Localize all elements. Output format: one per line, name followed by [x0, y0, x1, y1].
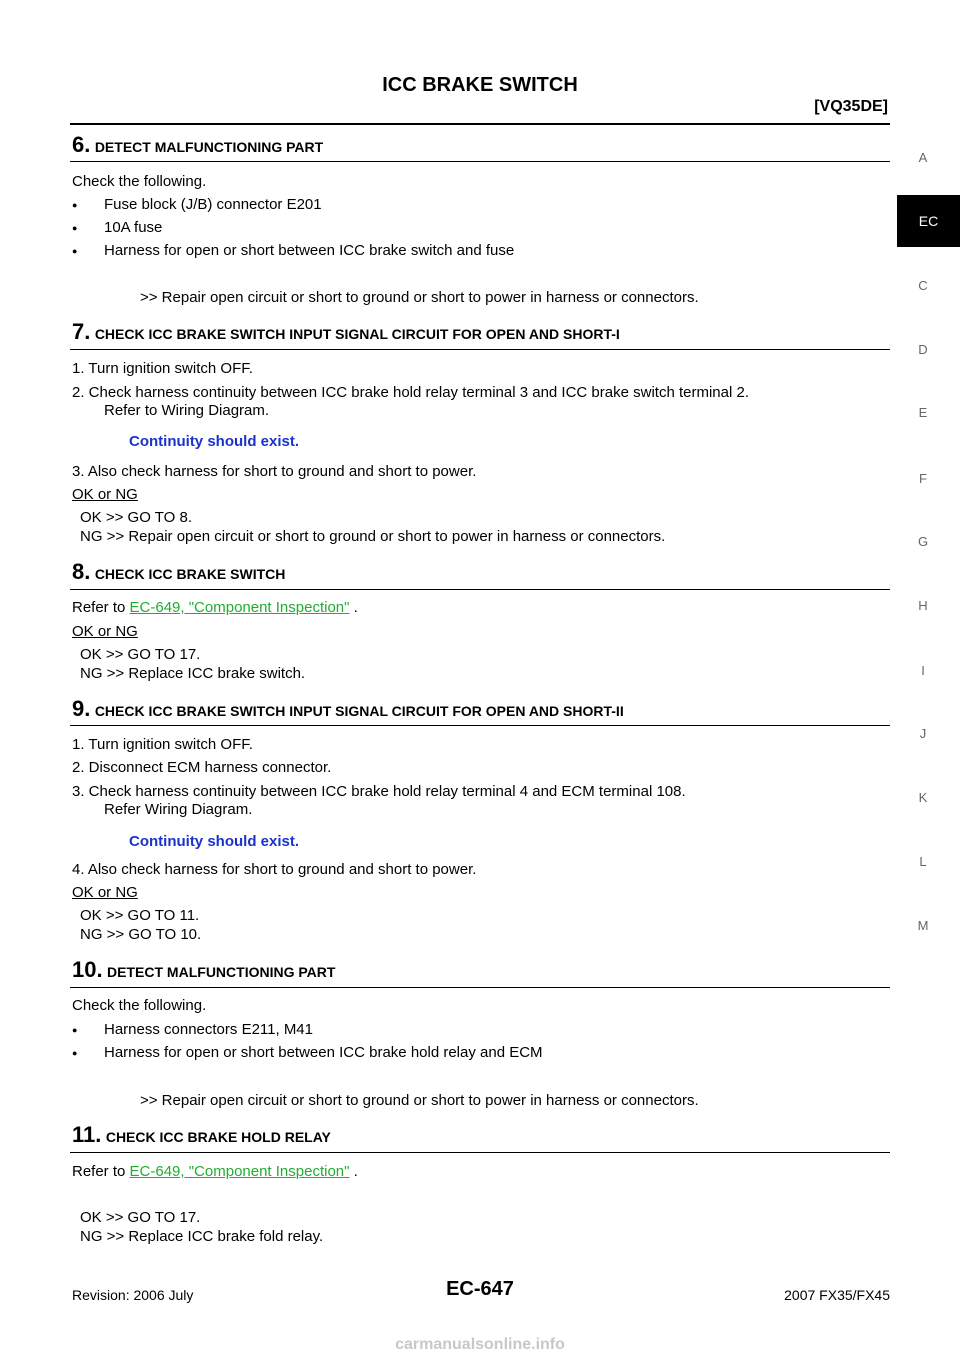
step-number: 11. [72, 1122, 102, 1147]
step-number: 6. [72, 132, 91, 157]
step-rule [70, 161, 890, 162]
step-rule [70, 1152, 890, 1153]
ng-result: NG >> Repair open circuit or short to ground or short to power in harness or connectors. [80, 528, 666, 545]
procedure-line: Refer to Wiring Diagram. [104, 402, 270, 419]
step-result: >> Repair open circuit or short to ground or short to power in harness or connectors. [140, 289, 699, 306]
step-title: DETECT MALFUNCTIONING PART [107, 964, 336, 980]
ok-result: OK >> GO TO 8. [80, 509, 192, 526]
ng-result: NG >> Replace ICC brake fold relay. [80, 1228, 324, 1245]
step-number: 10. [72, 957, 103, 982]
refer-line [72, 1163, 358, 1181]
step-title: CHECK ICC BRAKE HOLD RELAY [105, 1129, 331, 1145]
tab-f[interactable]: F [919, 471, 927, 486]
step-title: DETECT MALFUNCTIONING PART [94, 139, 324, 155]
procedure-line: 2. Check harness continuity between ICC brake hold relay terminal 3 and ICC brake switch terminal 2. [72, 384, 749, 401]
procedure-line: 2. Disconnect ECM harness connector. [72, 759, 332, 776]
procedure-line: Refer Wiring Diagram. [104, 801, 253, 818]
ng-result: NG >> Replace ICC brake switch. [80, 665, 306, 682]
procedure-line: 1. Turn ignition switch OFF. [72, 736, 253, 753]
page-title: ICC BRAKE SWITCH [382, 74, 578, 96]
check-item: 10A fuse [104, 219, 163, 236]
tab-l[interactable]: L [919, 854, 927, 869]
tab-k[interactable]: K [918, 790, 928, 805]
ok-result: OK >> GO TO 11. [80, 907, 200, 924]
tab-h[interactable]: H [918, 598, 928, 613]
step-title: CHECK ICC BRAKE SWITCH [94, 566, 286, 582]
step-number: 8. [72, 559, 91, 584]
spec-text: Continuity should exist. [129, 833, 300, 850]
step-result: >> Repair open circuit or short to ground or short to power in harness or connectors. [140, 1092, 699, 1109]
check-item: Harness for open or short between ICC brake switch and fuse [104, 242, 515, 259]
tab-i[interactable]: I [921, 663, 925, 678]
check-item: Fuse block (J/B) connector E201 [104, 196, 322, 213]
check-item: Harness connectors E211, M41 [104, 1021, 313, 1038]
refer-prefix: Refer to [72, 599, 130, 616]
procedure-line: 4. Also check harness for short to ground and short to power. [72, 861, 477, 878]
tab-c[interactable]: C [918, 278, 928, 293]
refer-line [72, 599, 358, 617]
bullet-icon: ● [72, 1048, 78, 1058]
ok-result: OK >> GO TO 17. [80, 1209, 201, 1226]
bullet-icon: ● [72, 246, 78, 256]
page-number: EC-647 [446, 1278, 514, 1300]
check-item: Harness for open or short between ICC brake hold relay and ECM [104, 1044, 543, 1061]
tab-e[interactable]: E [918, 405, 928, 420]
procedure-line: 1. Turn ignition switch OFF. [72, 360, 253, 377]
spec-text: Continuity should exist. [129, 433, 300, 450]
header-rule [70, 123, 890, 125]
bullet-icon: ● [72, 1025, 78, 1035]
step-intro: Check the following. [72, 997, 207, 1014]
step-number: 9. [72, 696, 91, 721]
site-watermark: carmanualsonline.info [395, 1336, 565, 1353]
step-10-heading [72, 957, 335, 983]
step-rule [70, 589, 890, 590]
step-rule [70, 987, 890, 988]
step-title: CHECK ICC BRAKE SWITCH INPUT SIGNAL CIRCUIT FOR OPEN AND SHORT-I [94, 326, 620, 342]
bullet-icon: ● [72, 223, 78, 233]
step-6-heading [72, 132, 323, 158]
step-11-heading [72, 1122, 331, 1148]
tab-d[interactable]: D [918, 342, 928, 357]
bullet-icon: ● [72, 200, 78, 210]
step-8-heading [72, 559, 285, 585]
step-title: CHECK ICC BRAKE SWITCH INPUT SIGNAL CIRCUIT FOR OPEN AND SHORT-II [94, 703, 624, 719]
procedure-line: 3. Also check harness for short to ground and short to power. [72, 463, 477, 480]
ok-or-ng: OK or NG [72, 623, 138, 640]
step-number: 7. [72, 319, 91, 344]
tab-a[interactable]: A [918, 150, 928, 165]
tab-ec[interactable]: EC [897, 195, 960, 247]
revision-date: Revision: 2006 July [72, 1287, 194, 1303]
procedure-line: 3. Check harness continuity between ICC brake hold relay terminal 4 and ECM terminal 108. [72, 783, 686, 800]
step-intro: Check the following. [72, 173, 207, 190]
step-9-heading [72, 696, 624, 722]
ok-or-ng: OK or NG [72, 486, 138, 503]
ok-result: OK >> GO TO 17. [80, 646, 201, 663]
tab-g[interactable]: G [917, 534, 929, 549]
ok-or-ng: OK or NG [72, 884, 138, 901]
tab-m[interactable]: M [917, 918, 929, 933]
refer-suffix: . [349, 599, 358, 616]
ng-result: NG >> GO TO 10. [80, 926, 202, 943]
refer-suffix: . [349, 1163, 358, 1180]
tab-j[interactable]: J [919, 726, 927, 741]
refer-prefix: Refer to [72, 1163, 130, 1180]
engine-code: [VQ35DE] [814, 98, 888, 115]
step-7-heading [72, 319, 620, 345]
component-inspection-link[interactable]: EC-649, "Component Inspection" [129, 1163, 350, 1180]
component-inspection-link[interactable]: EC-649, "Component Inspection" [129, 599, 350, 616]
vehicle-model: 2007 FX35/FX45 [784, 1287, 890, 1303]
step-rule [70, 349, 890, 350]
step-rule [70, 725, 890, 726]
